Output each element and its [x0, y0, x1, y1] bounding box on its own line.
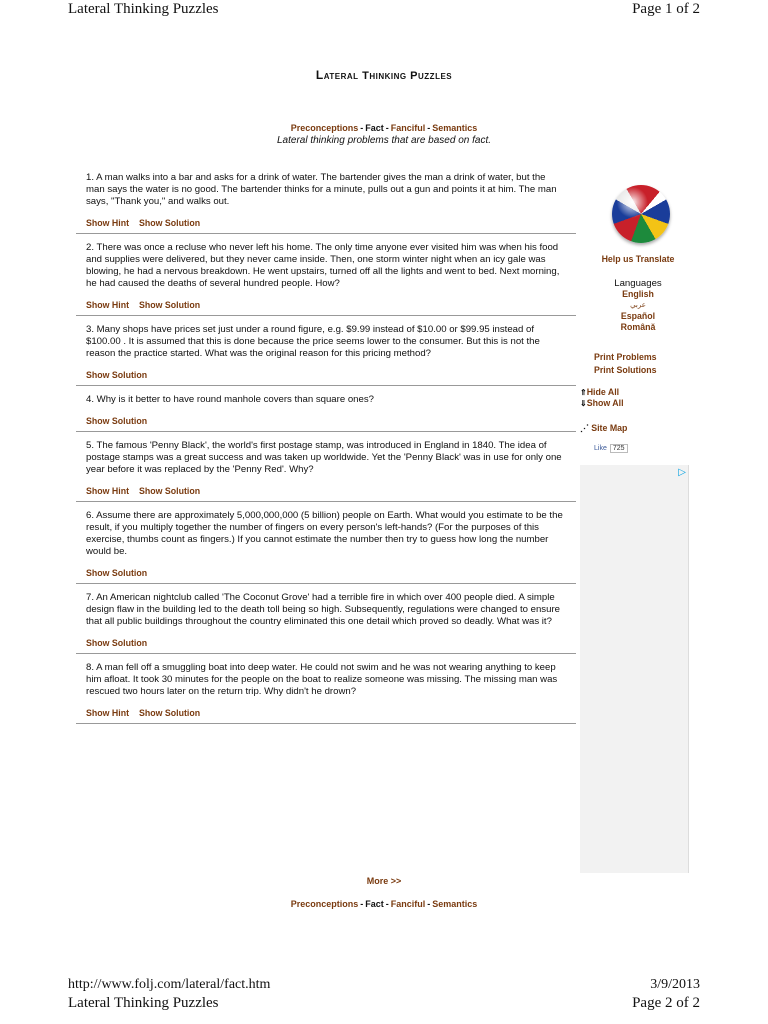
site-map-label: Site Map: [591, 423, 628, 433]
sidebar: [580, 185, 690, 452]
languages-label: Languages: [614, 278, 662, 289]
puzzle-actions: [86, 708, 566, 718]
puzzle-question: 3. Many shops have prices set just under a round figure, e.g. $9.99 instead of $10.00 or $99.95 instead of $100.00 . It is assumed that this is done because the price seems lower to the consumer. But this is not the reason the practice started. What was the original reason for this pricing method?: [86, 324, 540, 359]
site-map-link[interactable]: [580, 423, 690, 434]
puzzle-item: [76, 584, 576, 654]
advertisement-box[interactable]: [580, 465, 689, 873]
print-footer-url: http://www.folj.com/lateral/fact.htm: [68, 977, 271, 992]
more-link[interactable]: More >>: [366, 876, 402, 886]
nav-separator: -: [360, 899, 364, 909]
page-title: Lateral Thinking Puzzles: [315, 68, 453, 82]
nav-separator: -: [427, 899, 431, 909]
expand-arrows-icon: ⇓: [580, 399, 587, 408]
print-problems-link[interactable]: Print Problems: [594, 352, 657, 362]
show-solution-button[interactable]: Show Solution: [139, 486, 201, 496]
sitemap-icon: ⋰: [580, 423, 592, 433]
hide-all-label: Hide All: [586, 387, 620, 397]
puzzle-question: 6. Assume there are approximately 5,000,000,000 (5 billion) people on Earth. What would you estimate to be the result, if you multiply together the number of fingers on every person's left-hands? (For the purposes of this exercise, thumbs count as fingers.) If you cannot estimate the number then try to guess how long the number would be.: [86, 510, 563, 557]
show-hint-button[interactable]: Show Hint: [86, 486, 130, 496]
puzzle-question: 4. Why is it better to have round manhole covers than square ones?: [86, 394, 374, 405]
print-solutions-link[interactable]: Print Solutions: [594, 365, 657, 375]
puzzle-actions: [86, 486, 566, 496]
puzzle-actions: [86, 638, 566, 648]
puzzle-actions: [86, 568, 566, 578]
nav-separator: -: [427, 123, 431, 133]
puzzle-item: [76, 316, 576, 386]
show-solution-button[interactable]: Show Solution: [139, 218, 201, 228]
language-arabic[interactable]: عربي: [630, 302, 646, 309]
puzzle-actions: [86, 218, 566, 228]
nav-current-fact: Fact: [365, 123, 384, 133]
ad-choices-icon[interactable]: ▷: [678, 467, 686, 478]
nav-link-fanciful[interactable]: Fanciful: [390, 123, 426, 133]
show-solution-button[interactable]: Show Solution: [86, 370, 148, 380]
nav-current-fact: Fact: [365, 899, 384, 909]
nav-link-semantics[interactable]: Semantics: [432, 899, 478, 909]
puzzle-question: 1. A man walks into a bar and asks for a drink of water. The bartender gives the man a drink of water, but the man says the water is no good. The bartender thinks for a minute, pulls out a gun and points it at him. The man says, "Thank you," and walks out.: [86, 172, 557, 207]
puzzle-actions: [86, 370, 566, 380]
nav-link-fanciful[interactable]: Fanciful: [390, 899, 426, 909]
show-solution-button[interactable]: Show Solution: [86, 638, 148, 648]
nav-separator: -: [385, 899, 389, 909]
globe-flags-icon[interactable]: [612, 185, 670, 243]
puzzle-actions: [86, 416, 566, 426]
print-footer-title: Lateral Thinking Puzzles: [68, 995, 219, 1011]
language-spanish[interactable]: Español: [620, 311, 656, 321]
show-hint-button[interactable]: Show Hint: [86, 708, 130, 718]
collapse-arrows-icon: ⇑: [580, 388, 587, 397]
language-english[interactable]: English: [622, 289, 654, 299]
puzzle-question: 7. An American nightclub called 'The Coconut Grove' had a terrible fire in which over 400 people died. A simple design flaw in the building led to the death toll being so high. Subsequently, regulations were changed to ensure that all public buildings throughout the country eliminated this one detail which proved so deadly. What was it?: [86, 592, 560, 627]
puzzle-item: [76, 502, 576, 584]
show-all-button[interactable]: [580, 398, 690, 409]
puzzle-item: [76, 234, 576, 316]
nav-link-semantics[interactable]: Semantics: [432, 123, 478, 133]
puzzle-list: [76, 164, 576, 724]
show-solution-button[interactable]: Show Solution: [139, 300, 201, 310]
puzzle-question: 8. A man fell off a smuggling boat into deep water. He could not swim and he was not wearing anything to keep him afloat. It took 30 minutes for the people on the boat to realize someone was missing. The missing man was rescued two hours later on the return trip. Why didn't he drown?: [86, 662, 558, 697]
category-nav-top: [0, 123, 768, 133]
language-romanian[interactable]: Română: [620, 322, 656, 332]
category-nav-bottom: [0, 899, 768, 909]
help-translate-link[interactable]: Help us Translate: [601, 254, 675, 264]
like-count: 725: [610, 444, 628, 453]
like-button[interactable]: [594, 445, 690, 452]
show-solution-button[interactable]: Show Solution: [86, 568, 148, 578]
show-hint-button[interactable]: Show Hint: [86, 218, 130, 228]
print-footer-page-number: Page 2 of 2: [632, 995, 700, 1011]
hide-all-button[interactable]: [580, 387, 690, 398]
nav-link-preconceptions[interactable]: Preconceptions: [290, 123, 359, 133]
puzzle-item: [76, 654, 576, 724]
nav-separator: -: [385, 123, 389, 133]
puzzle-item: [76, 164, 576, 234]
puzzle-item: [76, 386, 576, 432]
print-header-title: Lateral Thinking Puzzles: [68, 1, 219, 17]
puzzle-actions: [86, 300, 566, 310]
puzzle-item: [76, 432, 576, 502]
page-tagline: Lateral thinking problems that are based on fact.: [276, 135, 492, 146]
show-solution-button[interactable]: Show Solution: [139, 708, 201, 718]
show-hint-button[interactable]: Show Hint: [86, 300, 130, 310]
show-solution-button[interactable]: Show Solution: [86, 416, 148, 426]
show-all-label: Show All: [586, 398, 624, 408]
puzzle-question: 2. There was once a recluse who never left his home. The only time anyone ever visited him was when his food and supplies were delivered, but they never came inside. Then, one storm winter night when an icy gale was blowing, he had a nervous breakdown. He went upstairs, turned off all the lights and went to bed. Next morning, he had caused the deaths of several hundred people. How?: [86, 242, 560, 289]
puzzle-question: 5. The famous 'Penny Black', the world's first postage stamp, was introduced in England in 1840. The idea of postage stamps was a great success and was taken up worldwide. Yet the 'Penny Black' was in use for only one year before it was replaced by the 'Penny Red'. Why?: [86, 440, 562, 475]
print-footer-date: 3/9/2013: [650, 977, 700, 992]
print-header-page-number: Page 1 of 2: [632, 1, 700, 17]
like-label: Like: [594, 445, 607, 452]
nav-link-preconceptions[interactable]: Preconceptions: [290, 899, 359, 909]
nav-separator: -: [360, 123, 364, 133]
